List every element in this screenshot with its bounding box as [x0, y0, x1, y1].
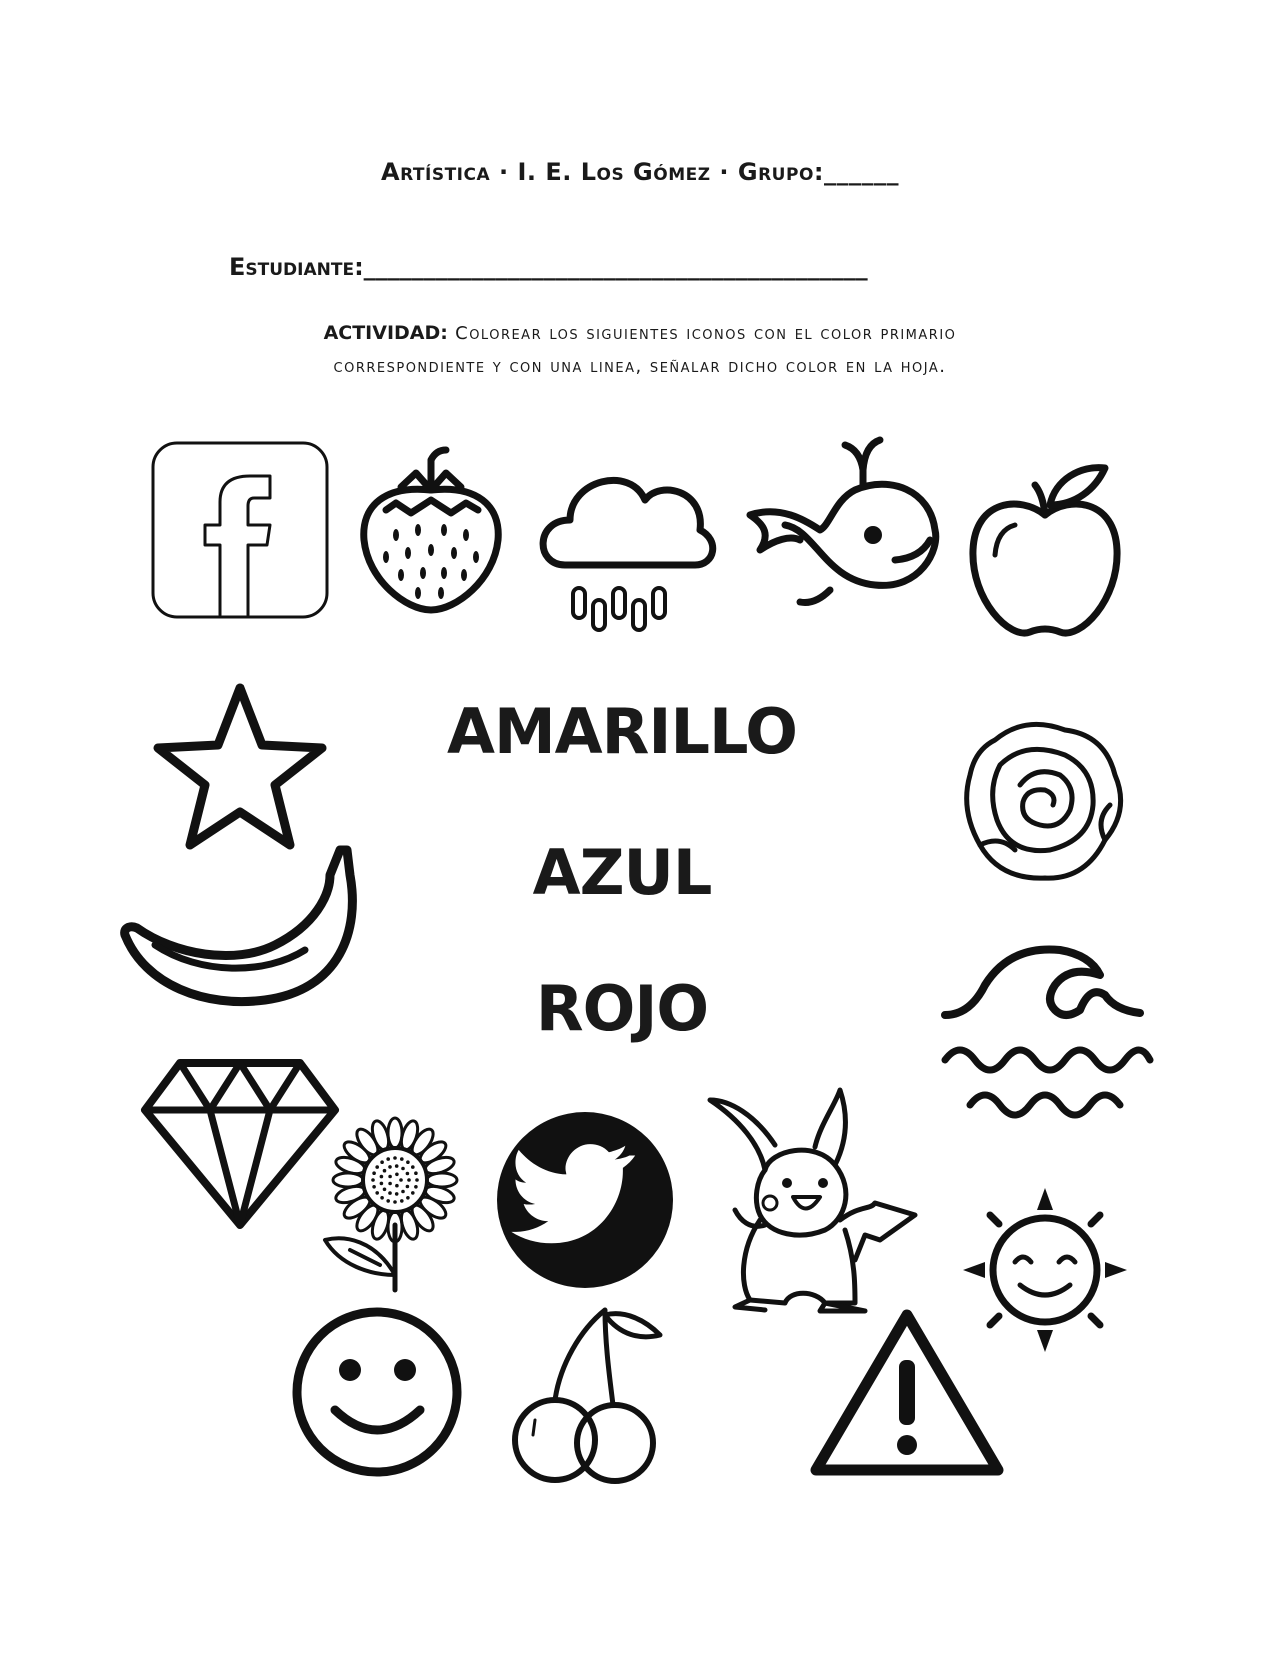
- color-word-azul[interactable]: AZUL: [532, 836, 712, 909]
- apple-icon[interactable]: [965, 460, 1125, 640]
- activity-text: Colorear los siguientes iconos con el color primario: [455, 323, 957, 344]
- rose-icon[interactable]: [955, 710, 1135, 890]
- cherry-icon[interactable]: [505, 1305, 670, 1485]
- activity-instructions-line1: [0, 322, 1280, 344]
- strawberry-icon[interactable]: [356, 445, 506, 615]
- facebook-icon[interactable]: [150, 440, 330, 620]
- color-word-rojo[interactable]: ROJO: [535, 972, 709, 1045]
- diamond-icon[interactable]: [140, 1055, 340, 1230]
- activity-label: ACTIVIDAD:: [323, 322, 448, 344]
- student-name-field[interactable]: Estudiante:__________________________________________: [229, 253, 868, 281]
- pikachu-icon[interactable]: [705, 1085, 920, 1315]
- warning-icon[interactable]: [810, 1305, 1005, 1485]
- whale-icon[interactable]: [745, 430, 945, 620]
- worksheet-header: Artística · I. E. Los Gómez · Grupo:______: [381, 158, 899, 186]
- twitter-icon[interactable]: [495, 1110, 675, 1290]
- wave-icon[interactable]: [940, 945, 1155, 1125]
- banana-icon[interactable]: [115, 840, 370, 1020]
- activity-instructions-line2: correspondiente y con una linea, señalar dicho color en la hoja.: [333, 356, 947, 377]
- smiley-icon[interactable]: [290, 1305, 465, 1480]
- star-icon[interactable]: [150, 680, 330, 860]
- sunflower-icon[interactable]: [320, 1115, 470, 1290]
- rain-cloud-icon[interactable]: [530, 455, 720, 635]
- color-word-amarillo[interactable]: AMARILLO: [447, 695, 797, 768]
